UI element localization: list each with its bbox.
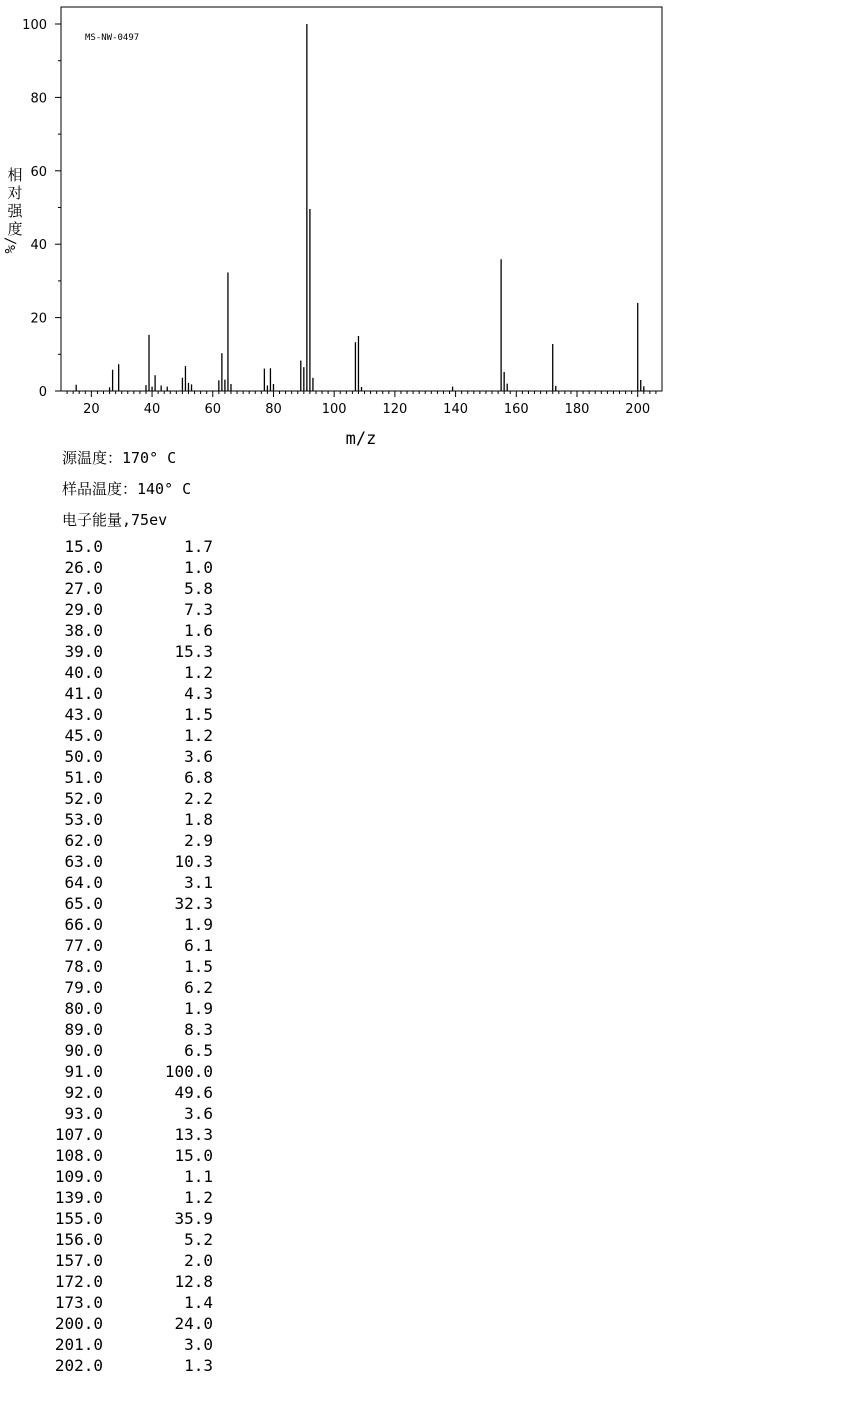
peak-intensity: 3.0 xyxy=(184,1335,213,1354)
peak-intensity: 3.1 xyxy=(184,873,213,892)
electron-energy: 电子能量,75ev xyxy=(62,511,168,529)
peak-mz: 62.0 xyxy=(64,831,103,850)
peak-intensity: 24.0 xyxy=(174,1314,213,1333)
peak-intensity: 3.6 xyxy=(184,1104,213,1123)
y-tick-label: 80 xyxy=(30,91,47,107)
x-tick-label: 80 xyxy=(265,402,282,417)
peak-mz: 66.0 xyxy=(64,915,103,934)
peak-intensity: 13.3 xyxy=(174,1125,213,1144)
peak-intensity: 1.9 xyxy=(184,999,213,1018)
x-tick-label: 40 xyxy=(143,402,161,417)
y-axis-label-text: 相对强度 xyxy=(7,166,23,238)
peak-intensity: 35.9 xyxy=(174,1209,213,1228)
x-tick-label: 140 xyxy=(443,402,469,417)
peak-intensity: 6.2 xyxy=(184,978,213,997)
peak-intensity: 2.9 xyxy=(184,831,213,850)
peak-mz: 51.0 xyxy=(64,768,103,787)
peak-mz: 89.0 xyxy=(64,1020,103,1039)
peak-intensity: 1.3 xyxy=(184,1356,213,1375)
peak-mz: 43.0 xyxy=(64,705,103,724)
mass-spectrum-chart xyxy=(0,0,850,450)
peak-mz: 15.0 xyxy=(64,537,103,556)
y-tick-label: 40 xyxy=(30,238,47,254)
peak-mz: 92.0 xyxy=(64,1083,103,1102)
peak-intensity: 6.8 xyxy=(184,768,213,787)
peak-mz: 53.0 xyxy=(64,810,103,829)
peak-intensity: 12.8 xyxy=(174,1272,213,1291)
peak-intensity: 5.2 xyxy=(184,1230,213,1249)
peak-mz: 40.0 xyxy=(64,663,103,682)
peak-mz: 39.0 xyxy=(64,642,103,661)
peak-mz: 172.0 xyxy=(54,1272,103,1291)
peak-intensity: 1.2 xyxy=(184,663,213,682)
spectrum-id-label: MS-NW-0497 xyxy=(85,33,140,43)
peak-mz: 63.0 xyxy=(64,852,103,871)
peak-intensity: 3.6 xyxy=(184,747,213,766)
peak-mz: 78.0 xyxy=(64,957,103,976)
y-tick-label: 60 xyxy=(30,164,47,180)
peak-mz: 90.0 xyxy=(64,1041,103,1060)
peak-mz: 108.0 xyxy=(54,1146,103,1165)
peak-bars xyxy=(76,24,644,391)
peak-intensity: 49.6 xyxy=(174,1083,213,1102)
peak-intensity: 10.3 xyxy=(174,852,213,871)
peak-intensity: 1.1 xyxy=(184,1167,213,1186)
peak-intensity: 8.3 xyxy=(184,1020,213,1039)
x-tick-label: 160 xyxy=(503,402,529,417)
peak-intensity: 1.5 xyxy=(184,705,213,724)
peak-mz: 139.0 xyxy=(54,1188,103,1207)
y-axis-unit: %/ xyxy=(3,236,19,254)
x-tick-label: 200 xyxy=(625,402,651,417)
peak-mz: 107.0 xyxy=(54,1125,103,1144)
y-tick-label: 100 xyxy=(22,18,47,33)
peak-mz: 157.0 xyxy=(54,1251,103,1270)
peak-mz: 202.0 xyxy=(54,1356,103,1375)
peak-intensity: 32.3 xyxy=(174,894,213,913)
peak-intensity: 1.2 xyxy=(184,726,213,745)
x-tick-label: 120 xyxy=(382,402,408,417)
peak-intensity: 15.3 xyxy=(174,642,213,661)
y-axis-label xyxy=(3,166,23,253)
peak-mz: 64.0 xyxy=(64,873,103,892)
peak-mz: 93.0 xyxy=(64,1104,103,1123)
sample-temperature: 样品温度：140° C xyxy=(62,480,192,498)
peak-intensity: 6.1 xyxy=(184,936,213,955)
peak-intensity: 1.0 xyxy=(184,558,213,577)
peak-mz: 80.0 xyxy=(64,999,103,1018)
peak-intensity: 2.0 xyxy=(184,1251,213,1270)
y-tick-label: 0 xyxy=(38,385,47,400)
peak-intensity: 100.0 xyxy=(164,1062,213,1081)
peak-intensity: 1.5 xyxy=(184,957,213,976)
peak-intensity: 1.7 xyxy=(184,537,213,556)
peak-mz: 173.0 xyxy=(54,1293,103,1312)
peak-intensity: 15.0 xyxy=(174,1146,213,1165)
peak-intensity: 7.3 xyxy=(184,600,213,619)
x-tick-label: 60 xyxy=(204,402,222,417)
y-tick-label: 20 xyxy=(30,311,47,327)
peak-mz: 91.0 xyxy=(64,1062,103,1081)
x-tick-label: 20 xyxy=(83,402,100,417)
peak-mz: 29.0 xyxy=(64,600,103,619)
peak-mz: 38.0 xyxy=(64,621,103,640)
y-axis-ticks xyxy=(22,18,61,400)
peak-mz: 155.0 xyxy=(54,1209,103,1228)
peak-intensity: 5.8 xyxy=(184,579,213,598)
peak-mz: 50.0 xyxy=(64,747,103,766)
peak-mz: 201.0 xyxy=(54,1335,103,1354)
peak-mz: 41.0 xyxy=(64,684,103,703)
peak-mz: 77.0 xyxy=(64,936,103,955)
plot-frame xyxy=(61,7,662,391)
source-temperature: 源温度：170° C xyxy=(62,449,177,467)
x-axis-ticks xyxy=(67,391,656,417)
x-tick-label: 100 xyxy=(321,402,347,417)
peak-mz: 65.0 xyxy=(64,894,103,913)
peak-mz: 45.0 xyxy=(64,726,103,745)
peak-intensity: 2.2 xyxy=(184,789,213,808)
peak-intensity: 1.8 xyxy=(184,810,213,829)
peak-mz: 109.0 xyxy=(54,1167,103,1186)
x-tick-label: 180 xyxy=(564,402,590,417)
peak-mz: 26.0 xyxy=(64,558,103,577)
peak-mz: 79.0 xyxy=(64,978,103,997)
peak-mz: 156.0 xyxy=(54,1230,103,1249)
peak-intensity: 4.3 xyxy=(184,684,213,703)
peak-intensity: 1.6 xyxy=(184,621,213,640)
peak-mz: 27.0 xyxy=(64,579,103,598)
peak-intensity: 1.9 xyxy=(184,915,213,934)
x-axis-label: m/z xyxy=(345,429,377,449)
peak-intensity: 6.5 xyxy=(184,1041,213,1060)
peak-mz: 200.0 xyxy=(54,1314,103,1333)
peak-intensity: 1.4 xyxy=(184,1293,213,1312)
peak-intensity: 1.2 xyxy=(184,1188,213,1207)
peak-mz: 52.0 xyxy=(64,789,103,808)
